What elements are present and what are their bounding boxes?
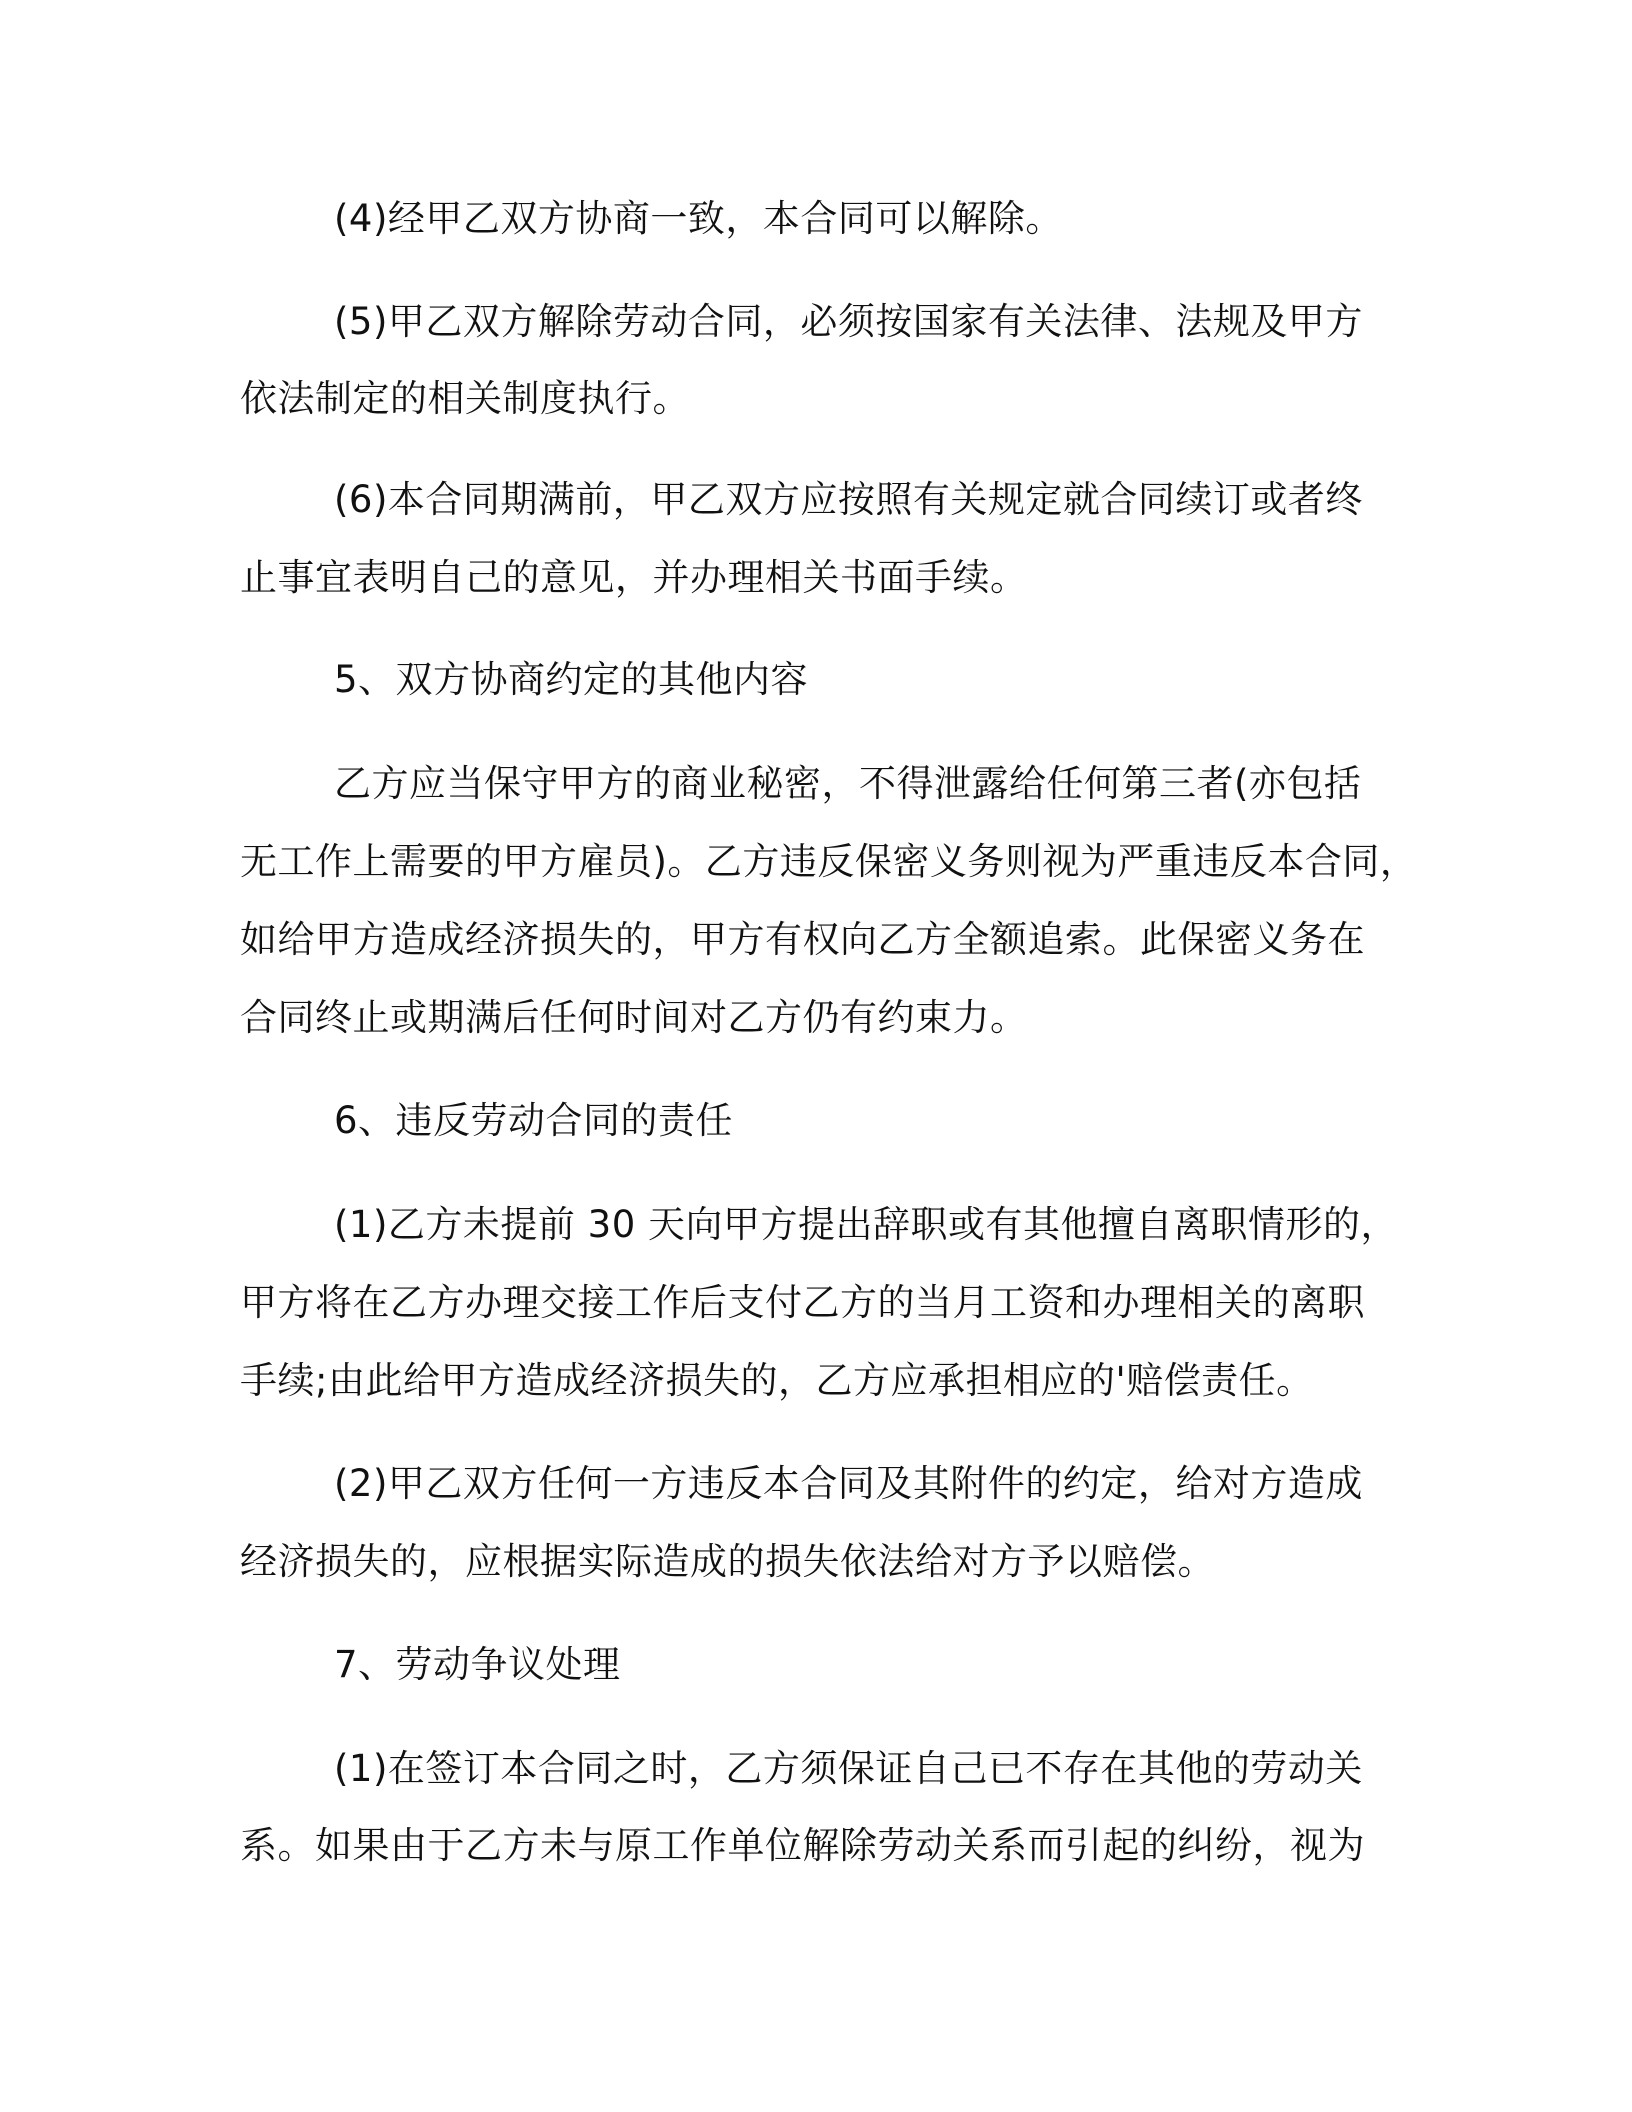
confidentiality-line-4: 合同终止或期满后任何时间对乙方仍有约束力。 [240, 996, 1028, 1039]
liability-2-line-1: (2)甲乙双方任何一方违反本合同及其附件的约定，给对方造成 [334, 1462, 1363, 1505]
liability-1-line-3: 手续;由此给甲方造成经济损失的，乙方应承担相应的'赔偿责任。 [240, 1359, 1314, 1402]
section-7-heading: 7、劳动争议处理 [334, 1643, 621, 1686]
clause-4-line-1: (4)经甲乙双方协商一致，本合同可以解除。 [334, 197, 1063, 240]
confidentiality-line-3: 如给甲方造成经济损失的，甲方有权向乙方全额追索。此保密义务在 [240, 918, 1365, 961]
clause-6-line-1: (6)本合同期满前，甲乙双方应按照有关规定就合同续订或者终 [334, 478, 1363, 521]
liability-2-line-2: 经济损失的，应根据实际造成的损失依法给对方予以赔偿。 [240, 1540, 1215, 1583]
liability-1-line-2: 甲方将在乙方办理交接工作后支付乙方的当月工资和办理相关的离职 [240, 1281, 1365, 1324]
clause-6-line-2: 止事宜表明自己的意见，并办理相关书面手续。 [240, 556, 1028, 599]
liability-1-line-1: (1)乙方未提前 30 天向甲方提出辞职或有其他擅自离职情形的， [334, 1203, 1399, 1246]
confidentiality-line-2: 无工作上需要的甲方雇员)。乙方违反保密义务则视为严重违反本合同， [240, 840, 1418, 883]
clause-5-line-2: 依法制定的相关制度执行。 [240, 377, 690, 420]
section-5-heading: 5、双方协商约定的其他内容 [334, 658, 809, 701]
section-6-heading: 6、违反劳动合同的责任 [334, 1099, 734, 1142]
clause-5-line-1: (5)甲乙双方解除劳动合同，必须按国家有关法律、法规及甲方 [334, 300, 1363, 343]
dispute-1-line-1: (1)在签订本合同之时，乙方须保证自己已不存在其他的劳动关 [334, 1747, 1363, 1790]
dispute-1-line-2: 系。如果由于乙方未与原工作单位解除劳动关系而引起的纠纷，视为 [240, 1824, 1365, 1867]
confidentiality-line-1: 乙方应当保守甲方的商业秘密，不得泄露给任何第三者(亦包括 [334, 762, 1362, 805]
